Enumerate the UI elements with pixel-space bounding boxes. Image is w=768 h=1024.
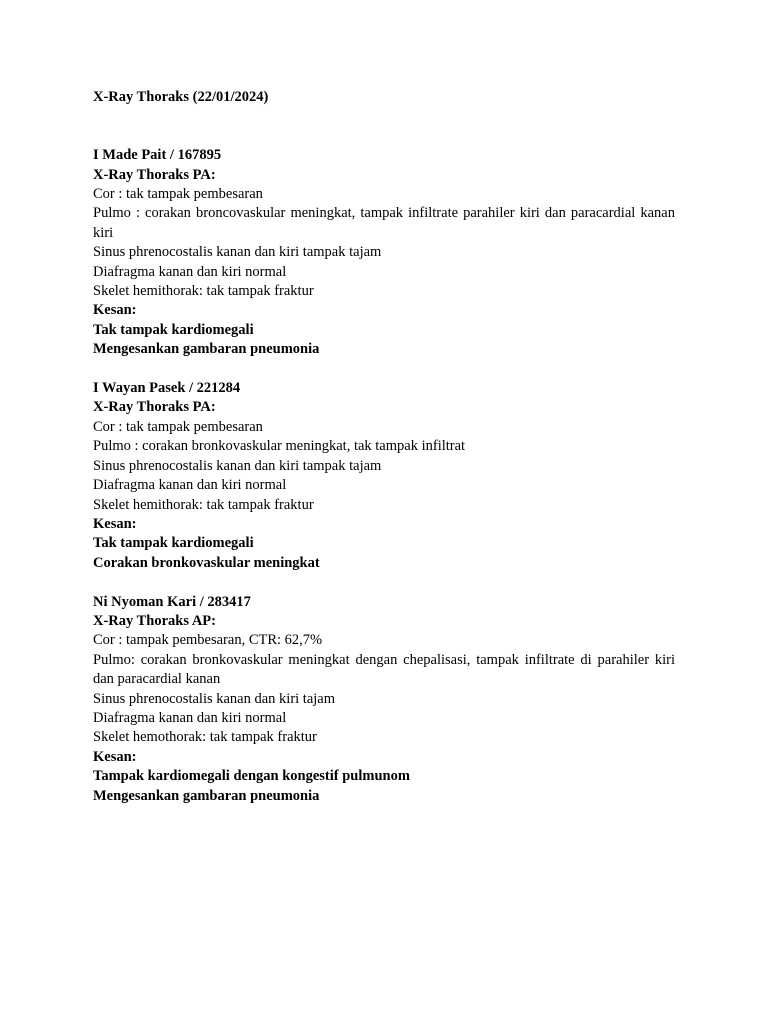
finding-sinus: Sinus phrenocostalis kanan dan kiri tampak tajam bbox=[93, 244, 382, 261]
exam-type: X-Ray Thoraks AP: bbox=[93, 612, 216, 629]
kesan-item: Tak tampak kardiomegali bbox=[93, 321, 254, 338]
finding-cor: Cor : tampak pembesaran, CTR: 62,7% bbox=[93, 632, 323, 649]
patient-report-2 bbox=[93, 379, 675, 573]
patient-report-3 bbox=[93, 593, 675, 806]
finding-sinus: Sinus phrenocostalis kanan dan kiri tajam bbox=[93, 690, 336, 707]
document-title: X-Ray Thoraks (22/01/2024) bbox=[93, 89, 269, 105]
title-spacer bbox=[93, 107, 675, 146]
finding-diafragma: Diafragma kanan dan kiri normal bbox=[93, 263, 287, 280]
patient-header: I Wayan Pasek / 221284 bbox=[93, 380, 241, 397]
kesan-item: Mengesankan gambaran pneumonia bbox=[93, 341, 320, 358]
finding-sinus: Sinus phrenocostalis kanan dan kiri tampak tajam bbox=[93, 457, 382, 474]
kesan-item: Tak tampak kardiomegali bbox=[93, 535, 254, 552]
finding-skelet: Skelet hemothorak: tak tampak fraktur bbox=[93, 729, 317, 746]
finding-cor: Cor : tak tampak pembesaran bbox=[93, 186, 263, 203]
patient-report-1 bbox=[93, 146, 675, 359]
kesan-item: Mengesankan gambaran pneumonia bbox=[93, 787, 320, 804]
kesan-label: Kesan: bbox=[93, 515, 137, 532]
finding-diafragma: Diafragma kanan dan kiri normal bbox=[93, 709, 287, 726]
document-page bbox=[93, 88, 675, 806]
exam-type: X-Ray Thoraks PA: bbox=[93, 166, 216, 183]
kesan-item: Corakan bronkovaskular meningkat bbox=[93, 554, 320, 571]
kesan-label: Kesan: bbox=[93, 748, 137, 765]
finding-pulmo: Pulmo : corakan broncovaskular meningkat, tampak infiltrate parahiler kiri dan paracardial kanan kiri bbox=[93, 205, 675, 241]
patient-header: I Made Pait / 167895 bbox=[93, 147, 222, 164]
finding-cor: Cor : tak tampak pembesaran bbox=[93, 418, 263, 435]
finding-diafragma: Diafragma kanan dan kiri normal bbox=[93, 477, 287, 494]
kesan-label: Kesan: bbox=[93, 302, 137, 319]
finding-skelet: Skelet hemithorak: tak tampak fraktur bbox=[93, 496, 314, 513]
exam-type: X-Ray Thoraks PA: bbox=[93, 399, 216, 416]
finding-pulmo: Pulmo : corakan bronkovaskular meningkat, tak tampak infiltrat bbox=[93, 438, 466, 455]
kesan-item: Tampak kardiomegali dengan kongestif pulmunom bbox=[93, 768, 410, 785]
finding-pulmo: Pulmo: corakan bronkovaskular meningkat dengan chepalisasi, tampak infiltrate di parahiler kiri dan paracardial kanan bbox=[93, 651, 675, 688]
patient-header: Ni Nyoman Kari / 283417 bbox=[93, 593, 251, 610]
finding-skelet: Skelet hemithorak: tak tampak fraktur bbox=[93, 283, 314, 300]
